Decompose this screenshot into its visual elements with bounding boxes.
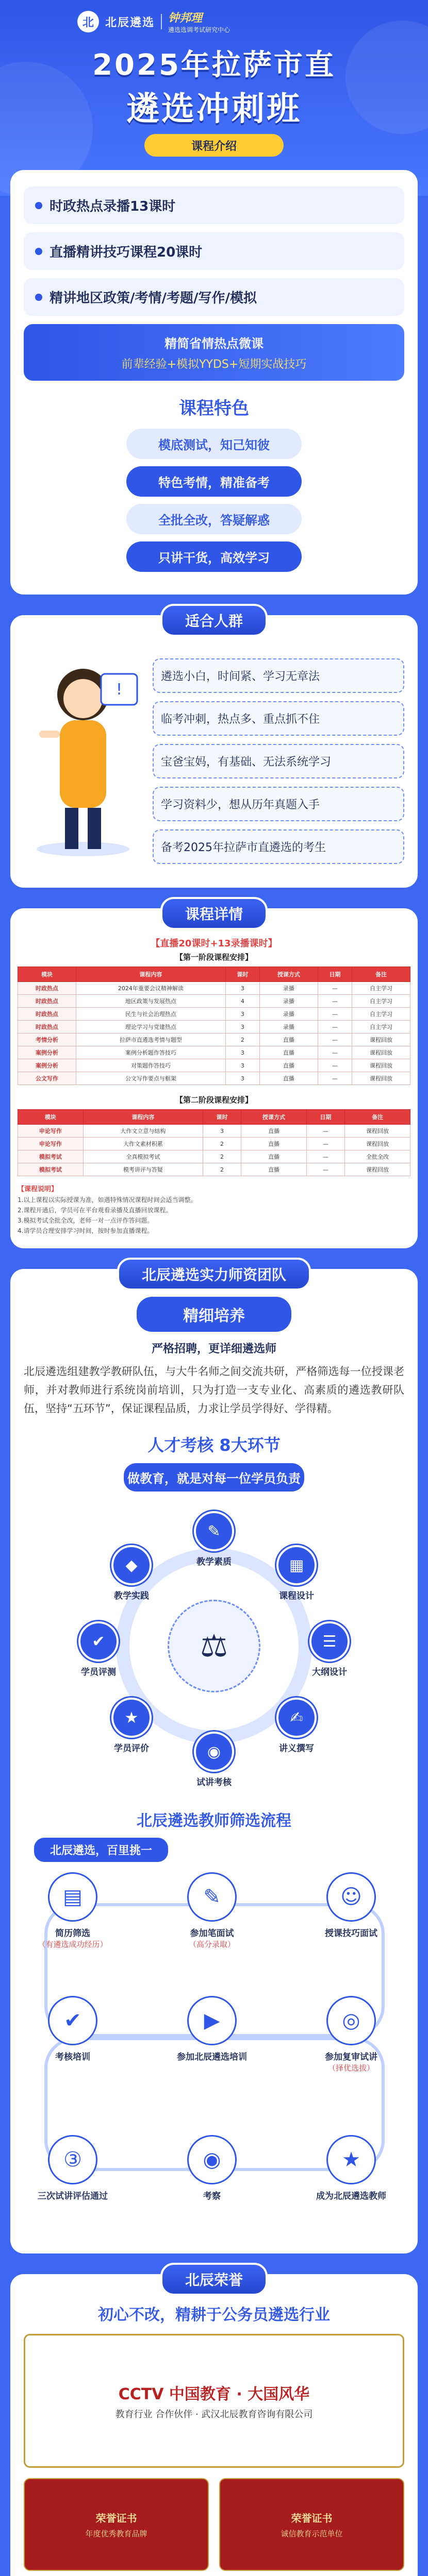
course-detail-card — [10, 908, 418, 1248]
team-description: 北辰遴选组建教学教研队伍，与大牛名师之间交流共研，严格筛选每一位授课老师，并对教师进行系统岗前培训，只为打造一支专业化、高素质的遴选教研队伍，坚持“五环节”，保证课程品质，力求让学员学得好、学得精。 — [24, 1365, 404, 1415]
table-cell: 理论学习与党建热点 — [76, 1021, 225, 1033]
doc-icon: ✍ — [276, 1698, 317, 1738]
table-cell: 申论写作 — [18, 1138, 84, 1150]
honors-section — [0, 2274, 428, 2576]
note-line: 2.课程开通后，学员可在平台观看录播及直播回放课程。 — [18, 1207, 172, 1214]
table-header: 授课方式 — [241, 1110, 307, 1125]
flow-step: ✎ 参加笔面试 （高分录取） — [173, 1872, 251, 1950]
star-icon: ★ — [111, 1698, 152, 1738]
table-cell: 直播 — [259, 1059, 318, 1072]
table-cell: 拉萨市直遴选考情与题型 — [76, 1033, 225, 1046]
table-cell: 2 — [203, 1163, 241, 1176]
audience-card — [10, 615, 418, 888]
speaker-icon: ◉ — [194, 1732, 234, 1772]
table-cell: — — [306, 1125, 344, 1138]
audience-item: 学习资料少，想从历年真题入手 — [153, 787, 404, 821]
feature-pill: 只讲干货，高效学习 — [126, 541, 302, 572]
table-cell: 自主学习 — [352, 995, 410, 1008]
assessment-chip: 做教育，就是对每一位学员负责 — [124, 1463, 304, 1492]
table-cell: 自主学习 — [352, 1021, 410, 1033]
table-cell: 3 — [225, 1021, 259, 1033]
table-header: 课程内容 — [76, 967, 225, 982]
table-cell: 时政热点 — [18, 1021, 76, 1033]
table-cell: — — [318, 1059, 352, 1072]
hero-header — [0, 0, 428, 196]
table-cell: 直播 — [259, 1072, 318, 1085]
table-cell: 课程回放 — [352, 1072, 410, 1085]
table-cell: 模拟考试 — [18, 1163, 84, 1176]
teach-icon: ✎ — [194, 1511, 234, 1551]
course-table-1 — [18, 967, 410, 1085]
table-cell: 3 — [225, 1008, 259, 1021]
table-cell: 4 — [225, 995, 259, 1008]
table-subtitle: 【第一阶段课程安排】 — [175, 953, 253, 962]
feature-pill: 全批全改，答疑解惑 — [126, 504, 302, 534]
interview-icon: ☺ — [326, 1872, 376, 1922]
table-cell: 申论写作 — [18, 1125, 84, 1138]
section-title: 课程详情 — [160, 897, 268, 930]
table-cell: 全批全改 — [345, 1150, 410, 1163]
table-cell: 3 — [225, 982, 259, 995]
intro-item: 直播精讲技巧课程20课时 — [24, 232, 404, 270]
table-cell: 3 — [225, 1059, 259, 1072]
review-icon: ◎ — [326, 1996, 376, 2045]
table-cell: — — [318, 1021, 352, 1033]
table-cell: 录播 — [259, 995, 318, 1008]
table-cell: 时政热点 — [18, 982, 76, 995]
note-line: 1.以上课程以实际授课为准，如遇特殊情况课程时间会适当调整。 — [18, 1196, 197, 1204]
audience-list — [153, 643, 404, 872]
table-cell: 直播 — [259, 1033, 318, 1046]
logo-bar — [77, 9, 230, 34]
audience-item: 宝爸宝妈，有基础、无法系统学习 — [153, 744, 404, 778]
audience-item: 临考冲刺，热点多、重点抓不住 — [153, 701, 404, 736]
page-title-line1: 2025年拉萨市直 — [92, 48, 336, 82]
table-cell: — — [318, 1046, 352, 1059]
team-pill: 精细培养 — [137, 1297, 291, 1332]
note-line: 4.请学员合理安排学习时间，按时参加直播课程。 — [18, 1227, 154, 1234]
wheel-node: ✍ 讲义撰写 — [272, 1698, 321, 1754]
exam-icon: ✎ — [187, 1872, 237, 1922]
table-header: 课程内容 — [83, 1110, 203, 1125]
flow-step: ◎ 参加复审试讲 （择优选拔） — [312, 1996, 390, 2073]
honor-certificate: 荣誉证书 年度优秀教育品牌 — [24, 2478, 209, 2571]
flow-step: ③ 三次试讲评估通过 — [34, 2135, 111, 2201]
honors-grid — [24, 2334, 404, 2576]
logo-brand-2: 钟邦理 — [168, 12, 203, 25]
table-cell: 全真模拟考试 — [83, 1150, 203, 1163]
assessment-wheel — [70, 1502, 358, 1790]
course-notes: 【课程说明】 1.以上课程以实际授课为准，如遇特殊情况课程时间会适当调整。 2.课程开通后，学员可在平台观看录播及直播回放课程。 3.模拟考试全批全改，老师一对一点评作答问题。 4.请学员合理安排学习时间，按时参加直播课程。 — [18, 1184, 410, 1236]
table-cell: 公文写作 — [18, 1072, 76, 1085]
table-header: 课时 — [203, 1110, 241, 1125]
design-icon: ▦ — [276, 1545, 317, 1585]
team-tagline: 严格招聘，更详细遴选师 — [151, 1343, 276, 1355]
audience-item: 遴选小白，时间紧、学习无章法 — [153, 658, 404, 693]
table-cell: 公文写作要点与框架 — [76, 1072, 225, 1085]
table-cell: — — [318, 995, 352, 1008]
flow-subtitle: 北辰遴选，百里挑一 — [34, 1838, 168, 1862]
test-icon: ✔ — [78, 1621, 119, 1662]
intro-card — [10, 170, 418, 595]
flow-title: 北辰遴选教师筛选流程 — [137, 1812, 291, 1830]
table-cell: 时政热点 — [18, 995, 76, 1008]
bullet-icon — [35, 294, 42, 301]
audience-item: 备考2025年拉萨市直遴选的考生 — [153, 829, 404, 864]
table-cell: 录播 — [259, 982, 318, 995]
scale-icon: ⚖ — [168, 1600, 260, 1692]
course-intro-ribbon: 课程介绍 — [144, 134, 284, 157]
flow-step: ▶ 参加北辰遴选培训 — [173, 1996, 251, 2062]
observe-icon: ◉ — [187, 2135, 237, 2184]
table-cell: 2 — [203, 1138, 241, 1150]
table-row — [18, 1163, 410, 1176]
table-cell: 模考讲评与答疑 — [83, 1163, 203, 1176]
table-cell: 直播 — [259, 1046, 318, 1059]
table-cell: — — [306, 1138, 344, 1150]
table-cell: — — [306, 1150, 344, 1163]
wheel-node: ◆ 教学实践 — [107, 1545, 156, 1601]
page-title-line2: 遴选冲刺班 — [126, 90, 302, 128]
svg-text:!: ! — [116, 681, 123, 699]
table-cell: 课程回放 — [352, 1059, 410, 1072]
logo-subtitle: 遴选选调考试研究中心 — [168, 26, 231, 33]
table-row — [18, 995, 410, 1008]
table-row — [18, 1033, 410, 1046]
intro-banner: 精简省情热点微课 前辈经验+模拟YYDS+短期实战技巧 — [24, 324, 404, 381]
honors-card — [10, 2274, 418, 2576]
table-cell: 3 — [225, 1072, 259, 1085]
practice-icon: ◆ — [111, 1545, 152, 1585]
table-header: 备注 — [345, 1110, 410, 1125]
table-row — [18, 1150, 410, 1163]
table-cell: 录播 — [259, 1008, 318, 1021]
table-cell: 时政热点 — [18, 1008, 76, 1021]
flow-step: ▤ 简历筛选 （有遴选成功经历） — [34, 1872, 111, 1950]
table-cell: 模拟考试 — [18, 1150, 84, 1163]
table-cell: 2024年重要会议精神解读 — [76, 982, 225, 995]
teacher-flow — [24, 1867, 404, 2238]
intro-section — [0, 170, 428, 595]
section-title: 北辰遴选实力师资团队 — [117, 1258, 311, 1291]
intro-item: 时政热点录播13课时 — [24, 187, 404, 224]
table-subtitle: 【第二阶段课程安排】 — [175, 1095, 253, 1105]
table-cell: 课程回放 — [345, 1163, 410, 1176]
table-cell: 直播 — [241, 1163, 307, 1176]
table-row — [18, 982, 410, 995]
table-cell: 录播 — [259, 1021, 318, 1033]
table-cell: 直播 — [241, 1138, 307, 1150]
feature-pill: 模底测试，知己知彼 — [126, 429, 302, 459]
table-cell: 课程回放 — [345, 1138, 410, 1150]
resume-icon: ▤ — [48, 1872, 97, 1922]
features-title: 课程特色 — [179, 398, 249, 419]
section-title: 适合人群 — [160, 604, 268, 637]
table-cell: — — [318, 1072, 352, 1085]
table-cell: — — [318, 982, 352, 995]
table-cell: 3 — [203, 1125, 241, 1138]
bullet-icon — [35, 202, 42, 209]
team-section — [0, 1266, 428, 2253]
table-row — [18, 1072, 410, 1085]
audience-section — [0, 615, 428, 888]
note-line: 3.模拟考试全批全改，老师一对一点评作答问题。 — [18, 1217, 154, 1224]
flow-step: ☺ 授课技巧面试 — [312, 1872, 390, 1939]
evaluate-icon: ③ — [48, 2135, 97, 2184]
table-cell: 大作文素材积累 — [83, 1138, 203, 1150]
logo-icon: 北 — [77, 11, 99, 32]
wheel-node: ✎ 教学素质 — [189, 1511, 239, 1567]
table-cell: 3 — [225, 1046, 259, 1059]
table-row — [18, 1059, 410, 1072]
wheel-node: ▦ 课程设计 — [272, 1545, 321, 1601]
table-cell: 案例分析 — [18, 1059, 76, 1072]
table-cell: 课程回放 — [345, 1125, 410, 1138]
table-header: 模块 — [18, 967, 76, 982]
honor-certificate: 荣誉证书 诚信教育示范单位 — [219, 2478, 404, 2571]
intro-item: 精讲地区政策/考情/考题/写作/模拟 — [24, 278, 404, 316]
flow-step: ◉ 考察 — [173, 2135, 251, 2201]
wheel-node: ☰ 大纲设计 — [305, 1621, 354, 1677]
flow-step: ★ 成为北辰遴选教师 — [312, 2135, 390, 2201]
table-header: 授课方式 — [259, 967, 318, 982]
table-row — [18, 1008, 410, 1021]
table-cell: 2 — [225, 1033, 259, 1046]
flow-step: ✔ 考核培训 — [34, 1996, 111, 2062]
table-cell: — — [306, 1163, 344, 1176]
table-cell: 案例分析 — [18, 1046, 76, 1059]
team-card — [10, 1266, 418, 2253]
table-header: 日期 — [318, 967, 352, 982]
table-cell: — — [318, 1033, 352, 1046]
table-cell: 直播 — [241, 1125, 307, 1138]
logo-text: 北辰遴选 — [105, 16, 155, 29]
table-cell: 地区政策与发展热点 — [76, 995, 225, 1008]
bullet-icon — [35, 248, 42, 255]
table-header: 备注 — [352, 967, 410, 982]
table-row — [18, 1125, 410, 1138]
wheel-node: ✔ 学员评测 — [74, 1621, 123, 1677]
assessment-icon: ✔ — [48, 1996, 97, 2045]
table-cell: 大作文立意与结构 — [83, 1125, 203, 1138]
course-detail-section — [0, 908, 428, 1248]
teacher-icon: ★ — [326, 2135, 376, 2184]
table-header: 课时 — [225, 967, 259, 982]
course-table-2 — [18, 1109, 410, 1176]
table-cell: 自主学习 — [352, 982, 410, 995]
table-cell: 案例分析题作答技巧 — [76, 1046, 225, 1059]
wheel-node: ★ 学员评价 — [107, 1698, 156, 1754]
table-cell: 课程回放 — [352, 1033, 410, 1046]
table-cell: 考情分析 — [18, 1033, 76, 1046]
table-cell: 2 — [203, 1150, 241, 1163]
wheel-node: ◉ 试讲考核 — [189, 1732, 239, 1788]
table-cell: 对策题作答技巧 — [76, 1059, 225, 1072]
logo-divider — [161, 14, 162, 29]
feature-pill: 特色考情，精准备考 — [126, 466, 302, 497]
table-cell: 课程回放 — [352, 1046, 410, 1059]
table-header: 模块 — [18, 1110, 84, 1125]
table-header: 日期 — [306, 1110, 344, 1125]
table-cell: 自主学习 — [352, 1008, 410, 1021]
section-title: 北辰荣誉 — [160, 2263, 268, 2296]
table-row — [18, 1138, 410, 1150]
table-cell: 民生与社会治理热点 — [76, 1008, 225, 1021]
teacher-illustration — [24, 643, 142, 859]
outline-icon: ☰ — [309, 1621, 350, 1662]
table-title: 【直播20课时+13录播课时】 — [151, 938, 277, 949]
honors-tagline: 初心不改，精耕于公务员遴选行业 — [98, 2306, 330, 2324]
cctv-partner-certificate: CCTV 中国教育 · 大国风华 教育行业 合作伙伴 · 武汉北辰教育咨询有限公司 — [24, 2334, 404, 2468]
table-row — [18, 1046, 410, 1059]
table-cell: 直播 — [241, 1150, 307, 1163]
table-row — [18, 1021, 410, 1033]
assessment-title: 人才考核 8大环节 — [147, 1435, 281, 1455]
table-cell: — — [318, 1008, 352, 1021]
training-icon: ▶ — [187, 1996, 237, 2045]
